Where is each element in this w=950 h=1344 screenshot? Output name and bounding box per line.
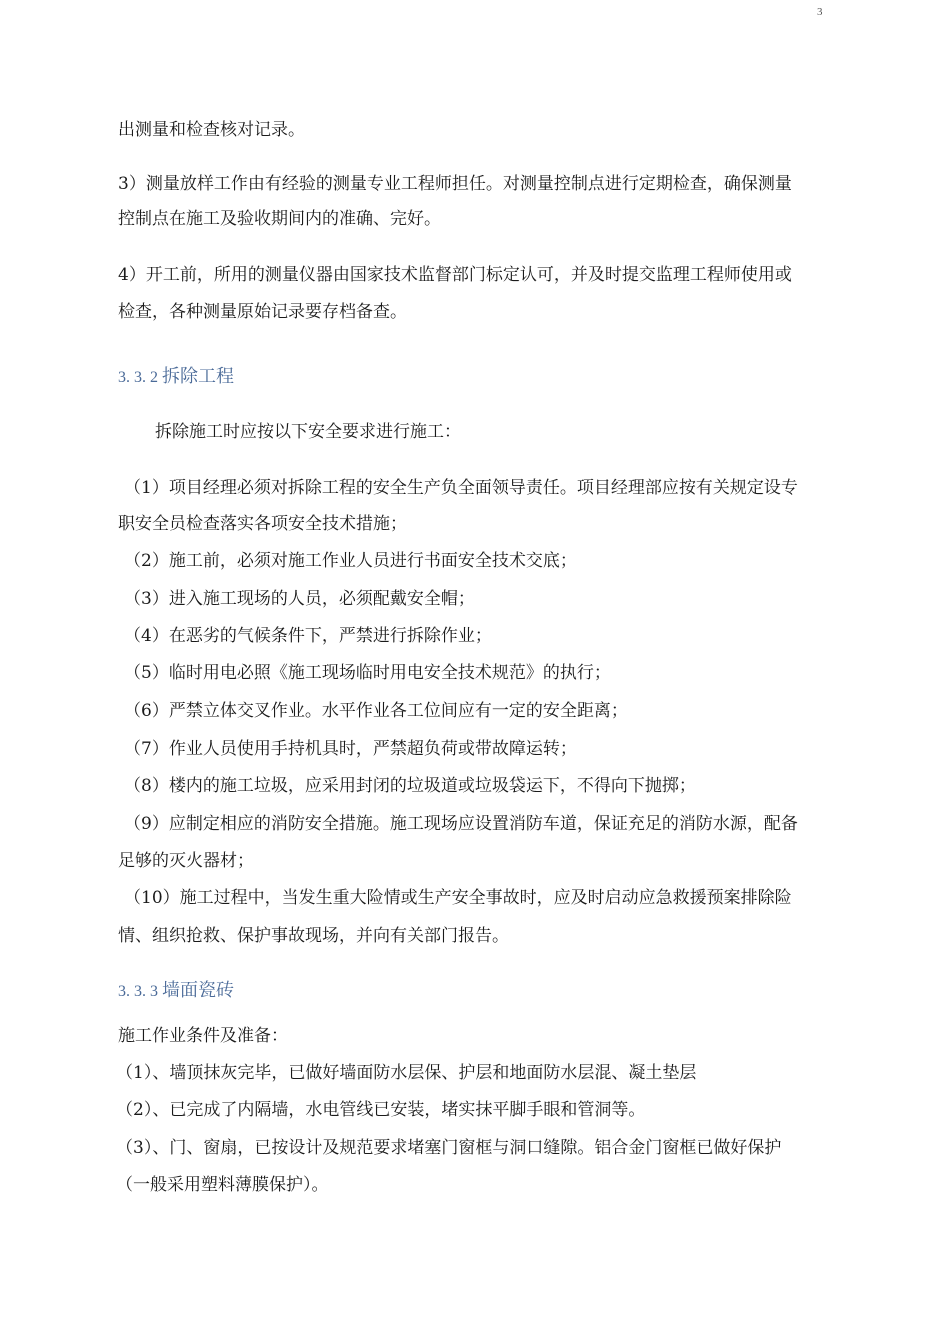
section-heading-3-3-3: [118, 980, 234, 1003]
list-item: （3）、门、窗扇，已按设计及规范要求堵塞门窗框与洞口缝隙。铝合金门窗框已做好保护: [116, 1138, 782, 1158]
list-item: 情、组织抢救、保护事故现场，并向有关部门报告。: [118, 926, 509, 946]
list-item: （2）施工前，必须对施工作业人员进行书面安全技术交底；: [124, 551, 577, 571]
list-item: （1）、墙顶抹灰完毕，已做好墙面防水层保、护层和地面防水层混、凝土垫层: [116, 1063, 697, 1083]
section-number: 3. 3. 3: [118, 983, 162, 1000]
list-item: 足够的灭火器材；: [118, 851, 254, 871]
list-item: （3）进入施工现场的人员，必须配戴安全帽；: [124, 589, 475, 609]
text-line: 控制点在施工及验收期间内的准确、完好。: [118, 209, 441, 229]
section-title: 拆除工程: [162, 366, 234, 387]
section-intro: 拆除施工时应按以下安全要求进行施工：: [155, 422, 461, 442]
section-title: 墙面瓷砖: [162, 980, 234, 1001]
text-line: 出测量和检查核对记录。: [118, 120, 305, 140]
list-item: （1）项目经理必须对拆除工程的安全生产负全面领导责任。项目经理部应按有关规定设专: [124, 478, 798, 498]
text-line: 3）测量放样工作由有经验的测量专业工程师担任。对测量控制点进行定期检查，确保测量: [118, 174, 792, 194]
section-number: 3. 3. 2: [118, 369, 162, 386]
text-line: 检查，各种测量原始记录要存档备查。: [118, 302, 407, 322]
list-item: （7）作业人员使用手持机具时，严禁超负荷或带故障运转；: [124, 739, 577, 759]
list-item: （10）施工过程中，当发生重大险情或生产安全事故时，应及时启动应急救援预案排除险: [124, 888, 792, 908]
list-item: （5）临时用电必照《施工现场临时用电安全技术规范》的执行；: [124, 663, 611, 683]
section-intro: 施工作业条件及准备：: [118, 1026, 288, 1046]
list-item: （一般采用塑料薄膜保护）。: [116, 1175, 329, 1195]
list-item: （2）、已完成了内隔墙，水电管线已安装，堵实抹平脚手眼和管洞等。: [116, 1100, 646, 1120]
section-heading-3-3-2: [118, 366, 234, 389]
list-item: （4）在恶劣的气候条件下，严禁进行拆除作业；: [124, 626, 492, 646]
list-item: （6）严禁立体交叉作业。水平作业各工位间应有一定的安全距离；: [124, 701, 628, 721]
text-line: 4）开工前，所用的测量仪器由国家技术监督部门标定认可，并及时提交监理工程师使用或: [118, 265, 792, 285]
list-item: （8）楼内的施工垃圾，应采用封闭的垃圾道或垃圾袋运下，不得向下抛掷；: [124, 776, 696, 796]
list-item: （9）应制定相应的消防安全措施。施工现场应设置消防车道，保证充足的消防水源，配备: [124, 814, 798, 834]
list-item: 职安全员检查落实各项安全技术措施；: [118, 514, 407, 534]
page-number: 3: [817, 6, 823, 18]
